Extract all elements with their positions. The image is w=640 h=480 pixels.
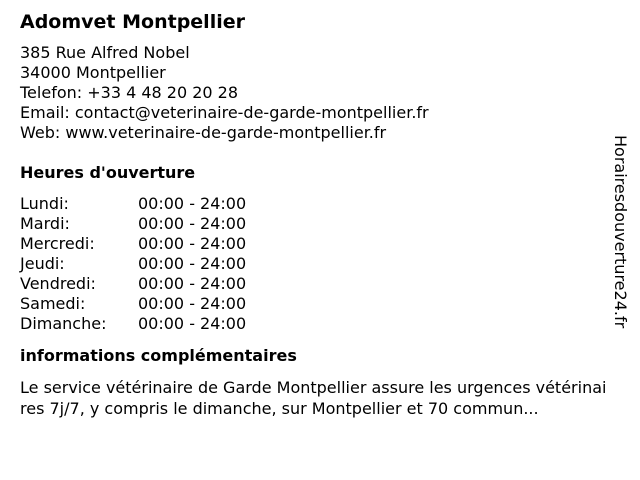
- hours-row-monday: [20, 194, 246, 214]
- day-label: Dimanche:: [20, 314, 107, 333]
- hours-row-wednesday: [20, 234, 246, 254]
- hours-row-sunday: [20, 314, 246, 334]
- additional-info-heading: informations complémentaires: [20, 346, 297, 365]
- day-label: Mercredi:: [20, 234, 95, 253]
- business-name: Adomvet Montpellier: [20, 11, 245, 33]
- day-label: Samedi:: [20, 294, 86, 313]
- site-watermark[interactable]: Horairesdouverture24.fr: [611, 135, 630, 329]
- time-range: 00:00 - 24:00: [138, 194, 247, 213]
- additional-info-text: Le service vétérinaire de Garde Montpellier assure les urgences vétérinaires 7j/7, y compris le dimanche, sur Montpellier et 70 commun...: [20, 378, 607, 418]
- time-range: 00:00 - 24:00: [138, 254, 247, 273]
- opening-hours-heading: Heures d'ouverture: [20, 163, 196, 182]
- time-range: 00:00 - 24:00: [138, 274, 247, 293]
- time-range: 00:00 - 24:00: [138, 314, 247, 333]
- phone-number[interactable]: Telefon: +33 4 48 20 20 28: [20, 83, 239, 102]
- day-label: Jeudi:: [20, 254, 65, 273]
- time-range: 00:00 - 24:00: [138, 294, 247, 313]
- day-label: Vendredi:: [20, 274, 96, 293]
- day-label: Lundi:: [20, 194, 69, 213]
- business-card: [20, 10, 607, 419]
- hours-row-friday: [20, 274, 246, 294]
- website-link[interactable]: Web: www.veterinaire-de-garde-montpellier.fr: [20, 123, 387, 142]
- hours-row-saturday: [20, 294, 246, 314]
- address-street: 385 Rue Alfred Nobel: [20, 43, 190, 62]
- hours-row-thursday: [20, 254, 246, 274]
- day-label: Mardi:: [20, 214, 70, 233]
- time-range: 00:00 - 24:00: [138, 214, 247, 233]
- time-range: 00:00 - 24:00: [138, 234, 247, 253]
- hours-row-tuesday: [20, 214, 246, 234]
- email-link[interactable]: Email: contact@veterinaire-de-garde-montpellier.fr: [20, 103, 429, 122]
- address-city: 34000 Montpellier: [20, 63, 166, 82]
- opening-hours-table: [20, 194, 246, 334]
